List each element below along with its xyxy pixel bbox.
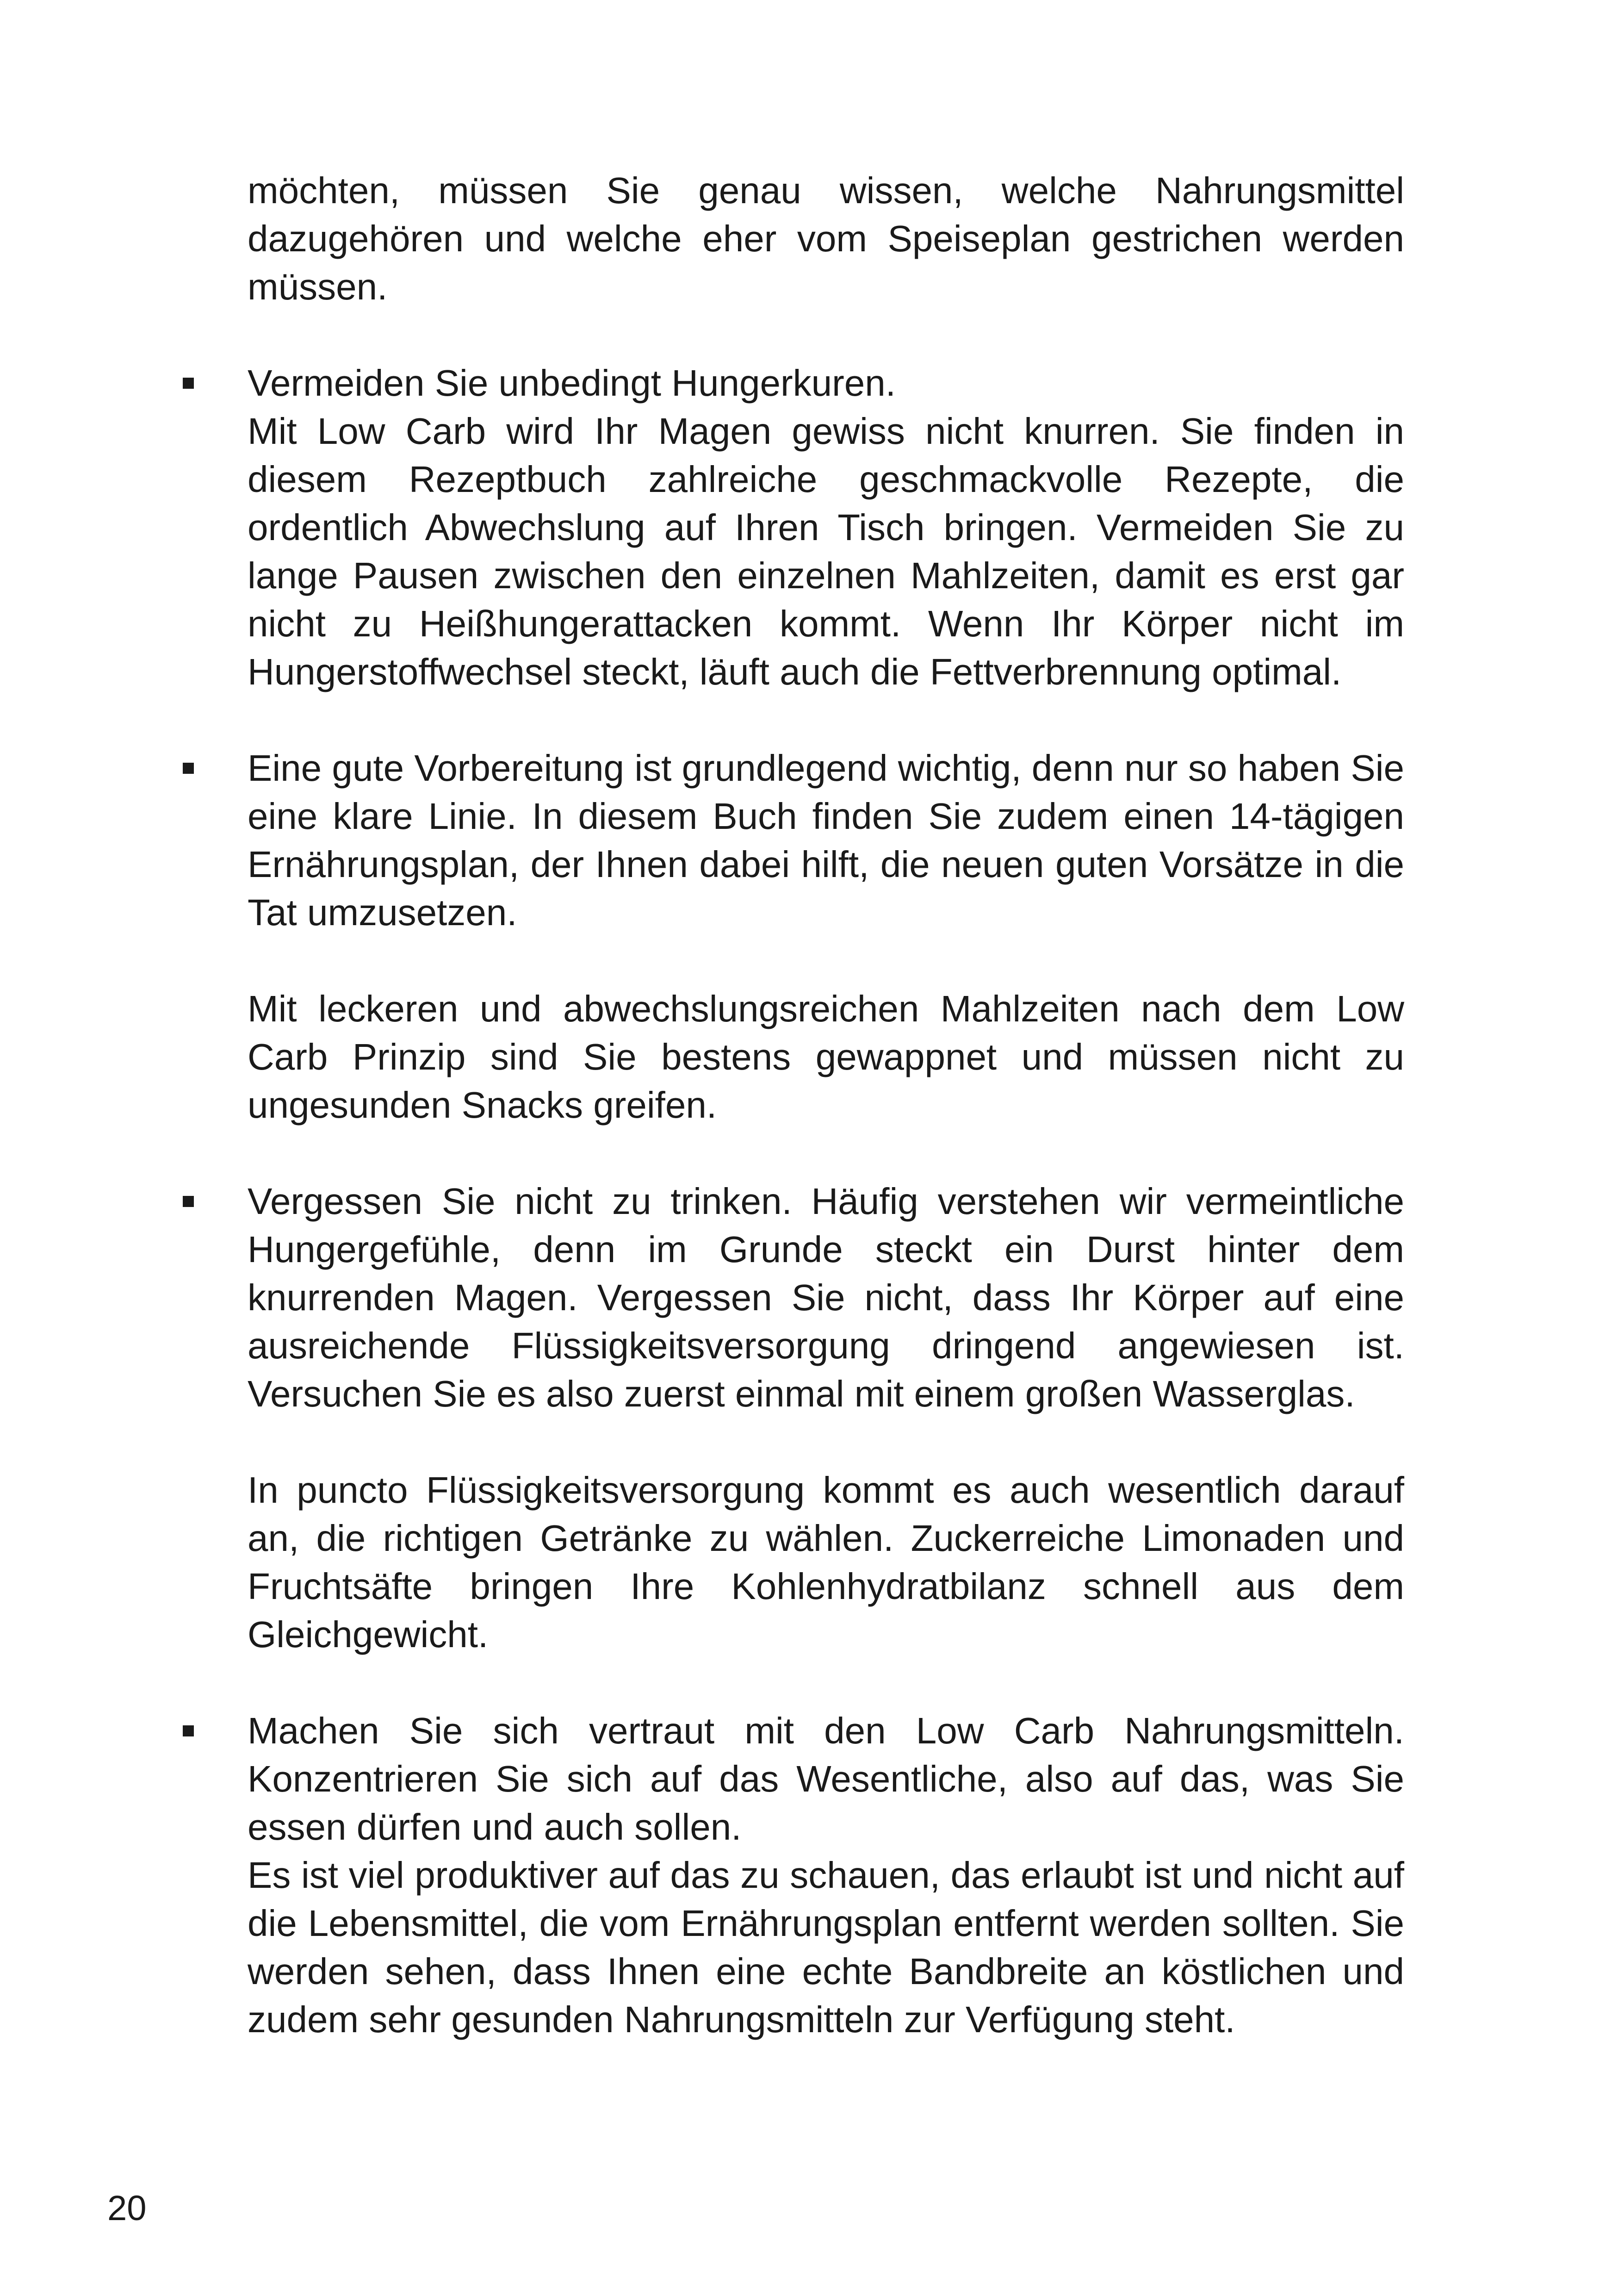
list-item-paragraph: Mit leckeren und abwechslungsreichen Mahlzeiten nach dem Low Carb Prinzip sind Sie bestens gewappnet und müssen nicht zu ungesunden Snacks greifen. <box>248 988 1404 1126</box>
spacer <box>248 696 1404 744</box>
list-item-paragraph: Vergessen Sie nicht zu trinken. Häufig verstehen wir vermeintliche Hungergefühle, denn im Grunde steckt ein Durst hinter dem knurrenden Magen. Vergessen Sie nicht, dass Ihr Körper auf eine ausreichende Flüssigkeitsversorgung dringend angewiesen ist. Versuchen Sie es also zuerst einmal mit einem großen Wasserglas. <box>248 1181 1404 1414</box>
spacer <box>248 311 1404 359</box>
list-item <box>248 1707 1404 2044</box>
square-bullet-icon <box>183 1196 194 1207</box>
page-number: 20 <box>107 2189 147 2228</box>
list-item-paragraph: Mit Low Carb wird Ihr Magen gewiss nicht knurren. Sie finden in diesem Rezeptbuch zahlreiche geschmackvolle Rezepte, die ordentlich Abwechslung auf Ihren Tisch bringen. Vermeiden Sie zu lange Pausen zwischen den einzelnen Mahlzeiten, damit es erst gar nicht zu Heißhungerattacken kommt. Wenn Ihr Körper nicht im Hungerstoffwechsel steckt, läuft auch die Fettverbrennung optimal. <box>248 411 1404 692</box>
spacer <box>248 1418 1404 1466</box>
square-bullet-icon <box>183 763 194 774</box>
list-item <box>248 1177 1404 1659</box>
list-item-paragraph: Eine gute Vorbereitung ist grundlegend wichtig, denn nur so haben Sie eine klare Linie. In diesem Buch finden Sie zudem einen 14-tägigen Ernährungsplan, der Ihnen dabei hilft, die neuen guten Vorsätze in die Tat umzusetzen. <box>248 747 1404 933</box>
list-item-paragraph: Es ist viel produktiver auf das zu schauen, das erlaubt ist und nicht auf die Lebensmittel, die vom Ernährungsplan entfernt werden sollten. Sie werden sehen, dass Ihnen eine echte Bandbreite an köstlichen und zudem sehr gesunden Nahrungsmitteln zur Verfügung steht. <box>248 1854 1404 2040</box>
spacer <box>248 937 1404 985</box>
intro-paragraph: möchten, müssen Sie genau wissen, welche Nahrungsmittel dazugehören und welche eher vom Speiseplan gestrichen werden müssen. <box>248 170 1404 307</box>
list-item-paragraph: In puncto Flüssigkeitsversorgung kommt es auch wesentlich darauf an, die richtigen Getränke zu wählen. Zuckerreiche Limonaden und Fruchtsäfte bringen Ihre Kohlenhydratbilanz schnell aus dem Gleichgewicht. <box>248 1469 1404 1655</box>
list-item <box>248 359 1404 696</box>
square-bullet-icon <box>183 378 194 389</box>
list-item-paragraph: Machen Sie sich vertraut mit den Low Carb Nahrungsmitteln. Konzentrieren Sie sich auf das Wesentliche, also auf das, was Sie essen dürfen und auch sollen. <box>248 1710 1404 1848</box>
spacer <box>248 1129 1404 1177</box>
list-item-heading: Vermeiden Sie unbedingt Hungerkuren. <box>248 362 896 404</box>
page-body <box>248 167 1404 2044</box>
spacer <box>248 1659 1404 1707</box>
list-item <box>248 744 1404 1129</box>
square-bullet-icon <box>183 1725 194 1736</box>
